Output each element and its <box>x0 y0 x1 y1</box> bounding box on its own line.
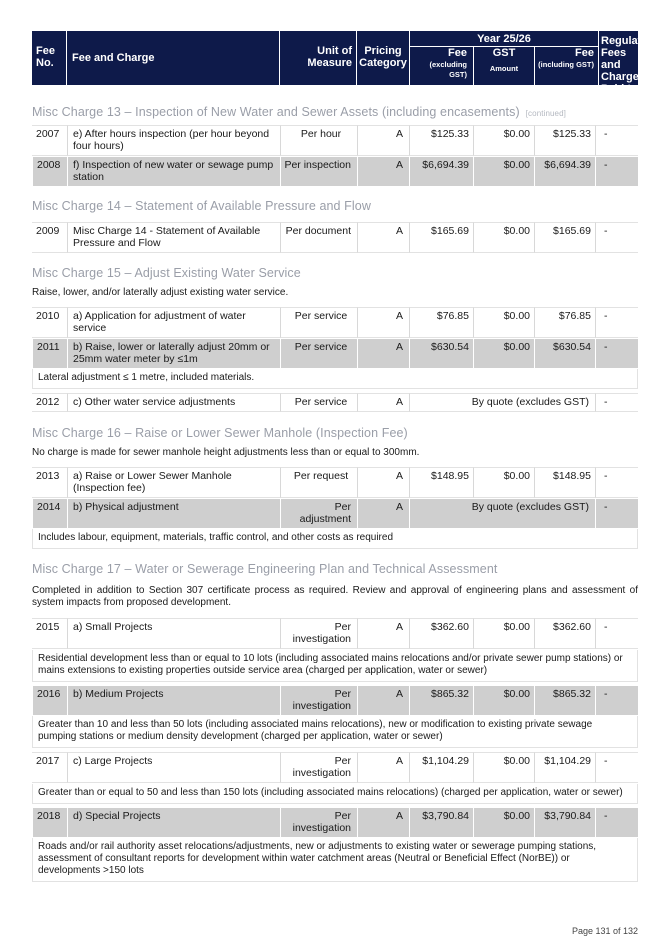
fee-description: f) Inspection of new water or sewage pump station <box>67 157 280 186</box>
row-2016-note: Greater than 10 and less than 50 lots (including associated mains relocations), new or modification to existing private sewage pumping stations or medium density development (charged per application, water or sewer) <box>32 716 638 748</box>
header-fee-including <box>535 47 598 85</box>
fee-no: 2008 <box>32 157 67 186</box>
gst-amount: $0.00 <box>473 222 534 253</box>
regulatory-fee: - <box>595 499 638 528</box>
regulatory-fee: - <box>595 686 638 715</box>
row-2015-note: Residential development less than or equal to 10 lots (including associated mains relocations and/or private sewer pump stations) or mains extensions to existing properties outside service area (charged per application, water or sewer) <box>32 650 638 682</box>
fee-incl-gst: $148.95 <box>534 467 595 498</box>
by-quote-text: By quote (excludes GST) <box>409 499 595 528</box>
unit-of-measure: Per service <box>280 307 357 338</box>
fee-excl-gst: $125.33 <box>409 125 473 156</box>
fee-no: 2009 <box>32 222 67 253</box>
unit-of-measure: Per investigation <box>280 808 357 837</box>
continued-label: [continued] <box>525 109 566 118</box>
regulatory-fee: - <box>595 393 638 412</box>
fee-no: 2007 <box>32 125 67 156</box>
pricing-category: A <box>357 618 409 649</box>
fee-excl-gst: $148.95 <box>409 467 473 498</box>
table-row <box>32 499 638 529</box>
regulatory-fee: - <box>595 467 638 498</box>
gst-amount: $0.00 <box>473 752 534 783</box>
page-number: Page 131 of 132 <box>571 926 638 936</box>
fee-no: 2010 <box>32 307 67 338</box>
fee-excl-gst: $6,694.39 <box>409 157 473 186</box>
section-16-note: No charge is made for sewer manhole height adjustments less than or equal to 300mm. <box>32 447 420 458</box>
section-title-17: Misc Charge 17 – Water or Sewerage Engineering Plan and Technical Assessment <box>32 562 498 576</box>
fee-incl-gst: $3,790.84 <box>534 808 595 837</box>
regulatory-fee: - <box>595 752 638 783</box>
table-13 <box>32 125 638 187</box>
table-row <box>32 618 638 650</box>
unit-of-measure: Per adjustment <box>280 499 357 528</box>
fee-description: a) Raise or Lower Sewer Manhole (Inspection fee) <box>67 467 280 498</box>
unit-of-measure: Per hour <box>280 125 357 156</box>
header-fee-incl-label: Fee <box>575 47 594 59</box>
fee-incl-gst: $865.32 <box>534 686 595 715</box>
fee-excl-gst: $3,790.84 <box>409 808 473 837</box>
regulatory-fee: - <box>595 339 638 368</box>
row-2017-note: Greater than or equal to 50 and less than 150 lots (including associated mains relocations) (charged per application, water or sewer) <box>32 784 638 804</box>
table-row <box>32 157 638 187</box>
header-pricing-category: Pricing Category <box>357 31 409 85</box>
fee-excl-gst: $165.69 <box>409 222 473 253</box>
row-2018-note: Roads and/or rail authority asset relocations/adjustments, new or adjustments to existing water or sewerage pumping stations, assessment of consultant reports for development within water catchment areas (Neutral or Beneficial Effect (NorBE)) or developments >150 lots <box>32 838 638 882</box>
fee-description: e) After hours inspection (per hour beyond four hours) <box>67 125 280 156</box>
table-16 <box>32 467 638 549</box>
header-gst <box>474 47 534 85</box>
pricing-category: A <box>357 808 409 837</box>
table-row <box>32 307 638 339</box>
table-15 <box>32 307 638 413</box>
fee-excl-gst: $1,104.29 <box>409 752 473 783</box>
header-fee-excl-label: Fee <box>448 47 467 59</box>
gst-amount: $0.00 <box>473 307 534 338</box>
unit-of-measure: Per service <box>280 393 357 412</box>
unit-of-measure: Per request <box>280 467 357 498</box>
table-row <box>32 808 638 838</box>
fee-excl-gst: $362.60 <box>409 618 473 649</box>
regulatory-fee: - <box>595 125 638 156</box>
gst-amount: $0.00 <box>473 618 534 649</box>
fee-incl-gst: $1,104.29 <box>534 752 595 783</box>
section-17-note: Completed in addition to Section 307 certificate process as required. Review and approval of engineering plans and assessment of system impacts from proposed development. <box>32 585 638 608</box>
fee-description: b) Raise, lower or laterally adjust 20mm or 25mm water meter by ≤1m <box>67 339 280 368</box>
fee-incl-gst: $362.60 <box>534 618 595 649</box>
pricing-category: A <box>357 157 409 186</box>
fee-description: c) Large Projects <box>67 752 280 783</box>
table-row <box>32 125 638 157</box>
header-year: Year 25/26 <box>410 31 598 46</box>
fee-no: 2015 <box>32 618 67 649</box>
pricing-category: A <box>357 686 409 715</box>
header-fee-incl-sub: (including GST) <box>538 60 594 69</box>
unit-of-measure: Per service <box>280 339 357 368</box>
pricing-category: A <box>357 307 409 338</box>
table-header <box>32 31 659 95</box>
pricing-category: A <box>357 393 409 412</box>
gst-amount: $0.00 <box>473 339 534 368</box>
fee-no: 2012 <box>32 393 67 412</box>
gst-amount: $0.00 <box>473 808 534 837</box>
fee-no: 2016 <box>32 686 67 715</box>
regulatory-fee: - <box>595 307 638 338</box>
fee-incl-gst: $630.54 <box>534 339 595 368</box>
header-fee-excl-sub: (excluding GST) <box>429 60 467 79</box>
fee-description: d) Special Projects <box>67 808 280 837</box>
unit-of-measure: Per inspection <box>280 157 357 186</box>
fee-description: Misc Charge 14 - Statement of Available Pressure and Flow <box>67 222 280 253</box>
fee-no: 2018 <box>32 808 67 837</box>
table-row <box>32 467 638 499</box>
header-fee-no: Fee No. <box>32 31 66 85</box>
fee-no: 2011 <box>32 339 67 368</box>
regulatory-fee: - <box>595 808 638 837</box>
section-title-16: Misc Charge 16 – Raise or Lower Sewer Manhole (Inspection Fee) <box>32 426 408 440</box>
fee-description: a) Small Projects <box>67 618 280 649</box>
gst-amount: $0.00 <box>473 125 534 156</box>
fee-incl-gst: $76.85 <box>534 307 595 338</box>
pricing-category: A <box>357 467 409 498</box>
fee-no: 2013 <box>32 467 67 498</box>
section-title-15: Misc Charge 15 – Adjust Existing Water Service <box>32 266 301 280</box>
header-unit-of-measure: Unit of Measure <box>280 31 356 85</box>
section-15-note: Raise, lower, and/or laterally adjust existing water service. <box>32 287 289 298</box>
gst-amount: $0.00 <box>473 157 534 186</box>
fee-description: b) Medium Projects <box>67 686 280 715</box>
fee-description: b) Physical adjustment <box>67 499 280 528</box>
pricing-category: A <box>357 499 409 528</box>
pricing-category: A <box>357 752 409 783</box>
unit-of-measure: Per document <box>280 222 357 253</box>
table-17 <box>32 618 638 882</box>
gst-amount: $0.00 <box>473 686 534 715</box>
fee-incl-gst: $125.33 <box>534 125 595 156</box>
pricing-category: A <box>357 125 409 156</box>
regulatory-fee: - <box>595 222 638 253</box>
section-title-14: Misc Charge 14 – Statement of Available Pressure and Flow <box>32 199 371 213</box>
fee-incl-gst: $165.69 <box>534 222 595 253</box>
section-15-subnote: Lateral adjustment ≤ 1 metre, included materials. <box>32 369 638 389</box>
table-row <box>32 752 638 784</box>
section-16-subnote: Includes labour, equipment, materials, traffic control, and other costs as required <box>32 529 638 549</box>
gst-amount: $0.00 <box>473 467 534 498</box>
table-row <box>32 222 638 254</box>
header-gst-label: GST <box>492 47 516 59</box>
unit-of-measure: Per investigation <box>280 752 357 783</box>
section-13-title: Misc Charge 13 – Inspection of New Water and Sewer Assets (including encasements) <box>32 105 520 119</box>
table-14 <box>32 222 638 254</box>
fee-no: 2014 <box>32 499 67 528</box>
section-title-13 <box>32 105 638 119</box>
fee-excl-gst: $865.32 <box>409 686 473 715</box>
table-row <box>32 393 638 413</box>
header-regulatory: Regulatory Fees and Charges Paid to <box>599 31 638 85</box>
fee-excl-gst: $630.54 <box>409 339 473 368</box>
unit-of-measure: Per investigation <box>280 618 357 649</box>
by-quote-text: By quote (excludes GST) <box>409 393 595 412</box>
fee-description: a) Application for adjustment of water service <box>67 307 280 338</box>
header-fee-and-charge: Fee and Charge <box>67 31 279 85</box>
fee-description: c) Other water service adjustments <box>67 393 280 412</box>
fee-no: 2017 <box>32 752 67 783</box>
header-gst-sub: Amount <box>489 64 519 73</box>
unit-of-measure: Per investigation <box>280 686 357 715</box>
pricing-category: A <box>357 339 409 368</box>
regulatory-fee: - <box>595 618 638 649</box>
table-row <box>32 339 638 369</box>
pricing-category: A <box>357 222 409 253</box>
fees-page <box>32 31 659 882</box>
fee-excl-gst: $76.85 <box>409 307 473 338</box>
table-row <box>32 686 638 716</box>
fee-incl-gst: $6,694.39 <box>534 157 595 186</box>
regulatory-fee: - <box>595 157 638 186</box>
header-fee-excluding <box>410 47 473 85</box>
